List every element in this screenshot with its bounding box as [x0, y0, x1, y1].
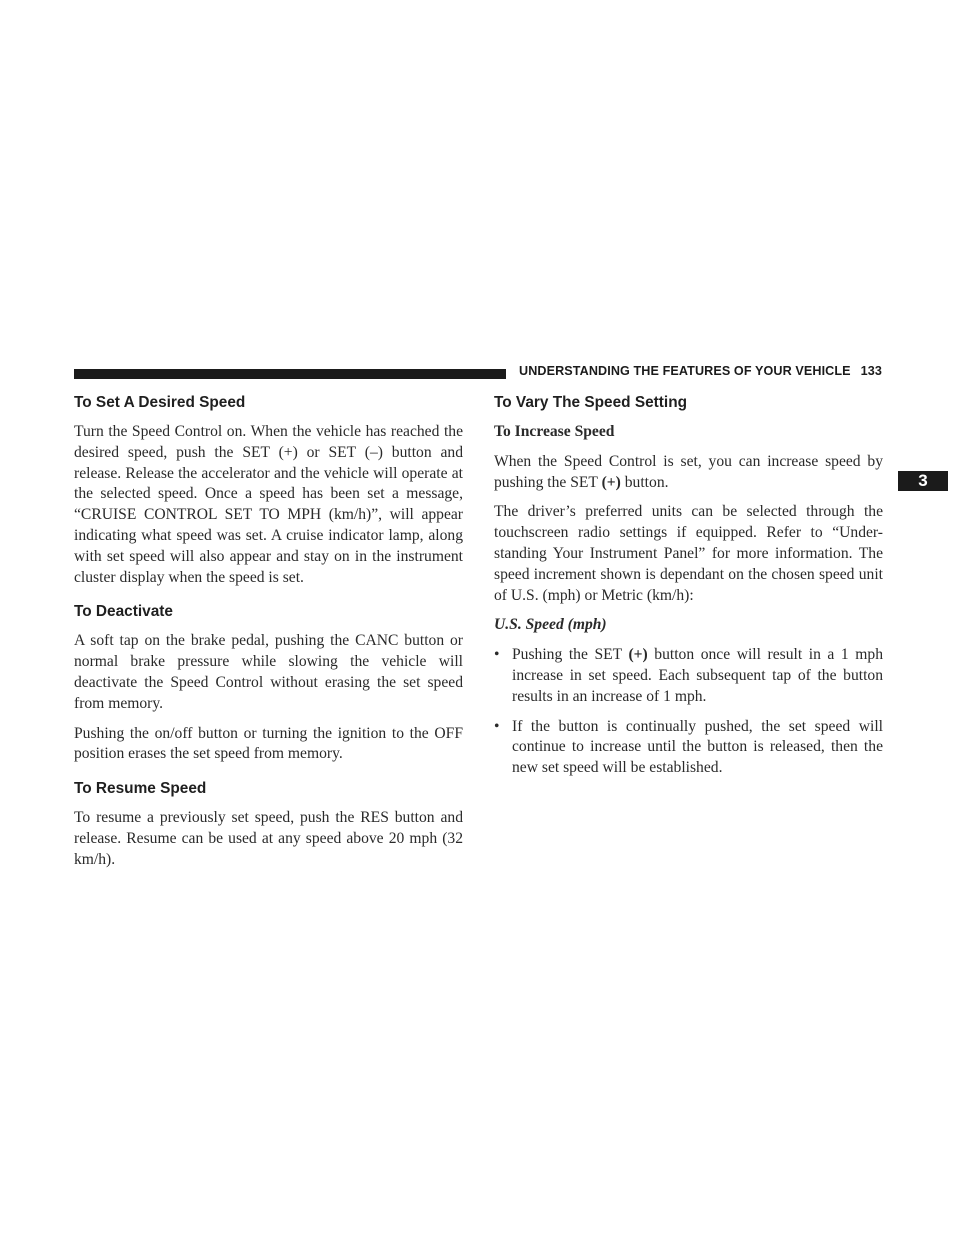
set-plus-label: (+) [601, 473, 621, 491]
bullet-mark: • [494, 717, 500, 735]
paragraph-preferred-units: The driver’s preferred units can be selected through the touchscreen radio settings if equipped. Refer to “Under-standing Your Instrument Panel” for more information. The speed increment shown is dependant on the chosen speed unit of U.S. (mph) or Metric (km/h): [494, 503, 883, 604]
increase-text-pre: When the Speed Control is set, you can increase speed by pushing the SET [494, 452, 883, 491]
bullet-text-post: button once will result in a 1 mph increase in set speed. Each subsequent tap of the button results in an increase of 1 mph. [512, 646, 884, 705]
right-column [494, 393, 883, 788]
heading-set-desired-speed: To Set A Desired Speed [74, 394, 246, 411]
list-item [494, 645, 883, 707]
list-item [494, 717, 883, 779]
paragraph-deactivate-2: Pushing the on/off button or turning the ignition to the OFF position erases the set speed from memory. [74, 724, 463, 763]
bullet-mark: • [494, 646, 500, 664]
header-section-title: UNDERSTANDING THE FEATURES OF YOUR VEHICLE [519, 364, 851, 378]
subheading-us-speed: U.S. Speed (mph) [494, 616, 607, 634]
left-column [74, 393, 463, 880]
chapter-tab: 3 [898, 471, 948, 491]
page-number: 133 [860, 364, 882, 378]
paragraph-set-desired-speed: Turn the Speed Control on. When the vehicle has reached the desired speed, push the SET (+) or SET (–) button and release. Release the accelerator and the vehicle will operate at the selected speed. Once a speed has been set a message, “CRUISE CONTROL SET TO MPH (km/h)”, will appear indicating what speed was set. A cruise indicator lamp, along with set speed will also appear and stay on in the instrument cluster display when the speed is set. [74, 423, 463, 586]
increase-text-post: button. [620, 473, 669, 491]
paragraph-increase-speed [494, 452, 883, 494]
paragraph-resume-speed: To resume a previously set speed, push the RES button and release. Resume can be used at any speed above 20 mph (32 km/h). [74, 809, 463, 868]
bullet-text-pre: Pushing the SET [512, 646, 629, 664]
running-header [519, 364, 892, 378]
subheading-increase-speed: To Increase Speed [494, 423, 615, 440]
heading-resume-speed: To Resume Speed [74, 780, 207, 798]
header-rule [74, 369, 506, 379]
us-speed-list [494, 645, 883, 779]
heading-vary-speed: To Vary The Speed Setting [494, 394, 687, 411]
bullet-text: If the button is continually pushed, the set speed will continue to increase until the button is released, then the new set speed will be established. [512, 717, 883, 777]
set-plus-label: (+) [628, 646, 648, 664]
paragraph-deactivate-1: A soft tap on the brake pedal, pushing the CANC button or normal brake pressure while slowing the vehicle will deactivate the Speed Control without erasing the set speed from memory. [74, 632, 463, 712]
heading-deactivate: To Deactivate [74, 603, 173, 621]
